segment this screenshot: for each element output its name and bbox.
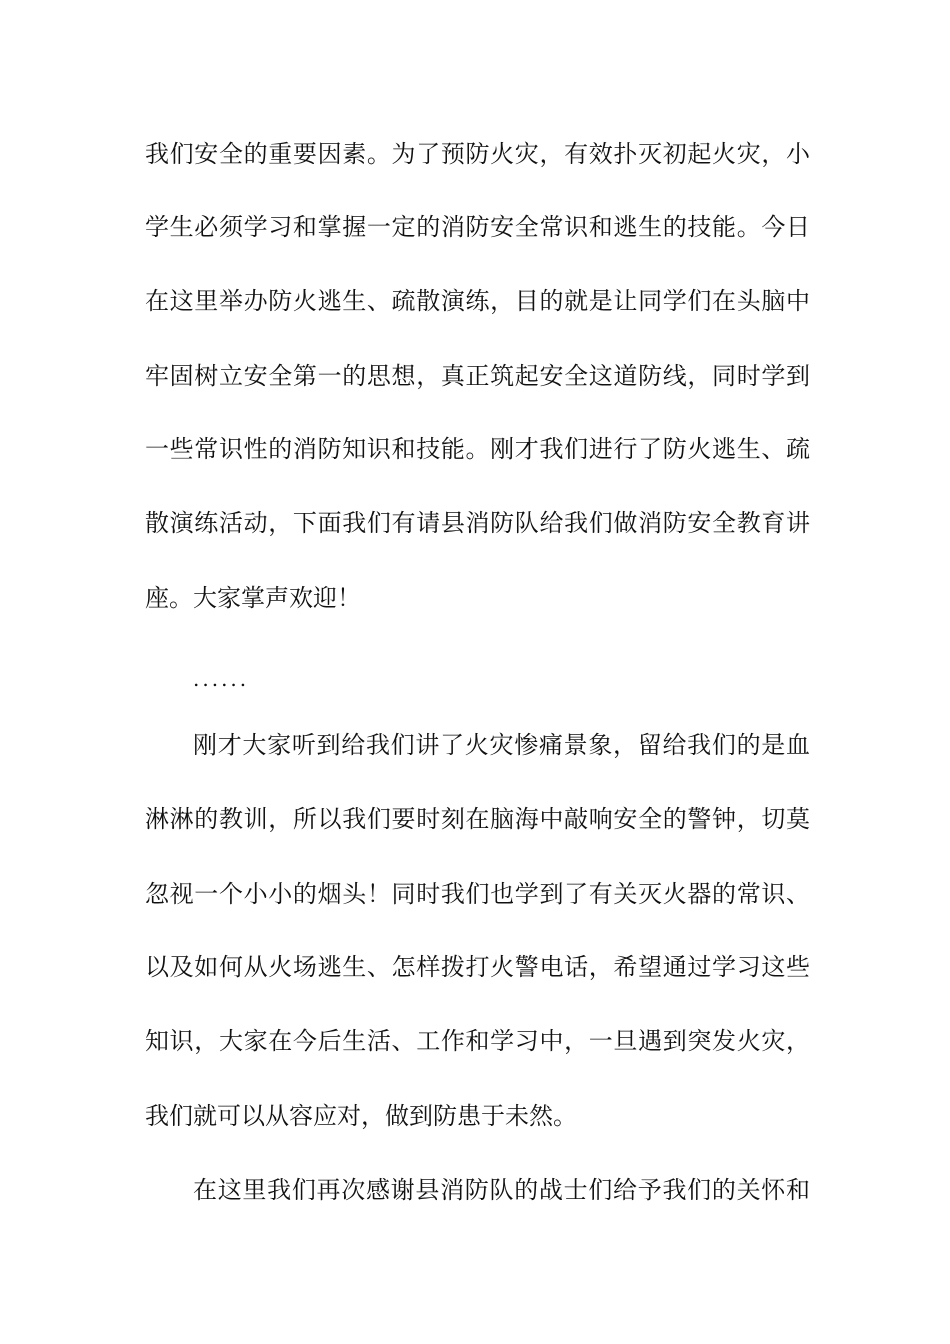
text-line: 以及如何从火场逃生、怎样拨打火警电话，希望通过学习这些 [145, 953, 810, 981]
text-line: 忽视一个小小的烟头！同时我们也学到了有关灭火器的常识、 [145, 880, 810, 908]
text-line: 知识，大家在今后生活、工作和学习中，一旦遇到突发火灾， [145, 1027, 810, 1055]
text-line: 牢固树立安全第一的思想，真正筑起安全这道防线，同时学到 [145, 362, 810, 390]
text-line: 在这里举办防火逃生、疏散演练，目的就是让同学们在头脑中 [145, 287, 810, 315]
text-line: 我们安全的重要因素。为了预防火灾，有效扑灭初起火灾，小 [145, 140, 810, 168]
text-line: 一些常识性的消防知识和技能。刚才我们进行了防火逃生、疏 [145, 435, 810, 463]
text-line: 我们就可以从容应对，做到防患于未然。 [145, 1102, 577, 1130]
paragraph-first-line: 刚才大家听到给我们讲了火灾惨痛景象，留给我们的是血 [193, 731, 810, 759]
text-line: 座。大家掌声欢迎！ [145, 584, 361, 612]
paragraph-first-line: 在这里我们再次感谢县消防队的战士们给予我们的关怀和 [193, 1176, 810, 1204]
ellipsis-line: ...... [193, 667, 250, 691]
text-line: 学生必须学习和掌握一定的消防安全常识和逃生的技能。今日 [145, 213, 810, 241]
text-line: 淋淋的教训，所以我们要时刻在脑海中敲响安全的警钟，切莫 [145, 805, 810, 833]
text-line: 散演练活动，下面我们有请县消防队给我们做消防安全教育讲 [145, 509, 810, 537]
